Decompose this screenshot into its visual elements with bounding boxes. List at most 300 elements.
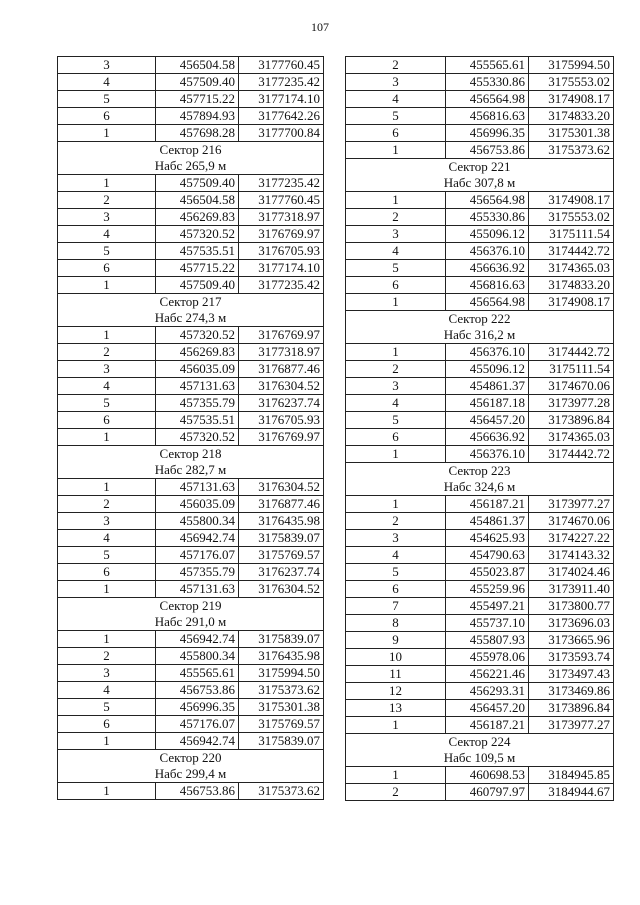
point-row	[58, 733, 324, 750]
point-row	[346, 57, 614, 74]
point-number: 4	[346, 395, 446, 412]
point-number: 1	[346, 717, 446, 734]
point-number: 1	[58, 175, 156, 192]
point-row	[58, 74, 324, 91]
point-row	[346, 446, 614, 463]
point-row	[346, 277, 614, 294]
coordinate-y: 3174227.22	[529, 530, 614, 547]
point-number: 2	[58, 648, 156, 665]
coordinate-x: 456457.20	[446, 700, 529, 717]
sector-header-row	[58, 158, 324, 175]
coordinate-y: 3173593.74	[529, 649, 614, 666]
point-number: 2	[346, 209, 446, 226]
coordinate-y: 3175111.54	[529, 361, 614, 378]
coordinate-x: 456816.63	[446, 277, 529, 294]
point-row	[58, 699, 324, 716]
point-number: 1	[58, 327, 156, 344]
coordinate-x: 457320.52	[156, 226, 239, 243]
coordinate-x: 456942.74	[156, 631, 239, 648]
point-number: 5	[346, 412, 446, 429]
coordinate-y: 3173896.84	[529, 700, 614, 717]
point-row	[346, 649, 614, 666]
point-number: 4	[346, 243, 446, 260]
page-number: 107	[311, 20, 329, 34]
point-number: 9	[346, 632, 446, 649]
point-number: 4	[58, 378, 156, 395]
coordinate-y: 3174143.32	[529, 547, 614, 564]
point-row	[346, 784, 614, 801]
point-number: 3	[346, 378, 446, 395]
point-number: 2	[58, 496, 156, 513]
coordinate-y: 3175839.07	[239, 631, 324, 648]
sector-header-row	[58, 446, 324, 463]
point-number: 1	[346, 767, 446, 784]
point-row	[58, 260, 324, 277]
point-number: 6	[58, 260, 156, 277]
sector-height: Набс 291,0 м	[58, 614, 324, 631]
point-row	[346, 530, 614, 547]
sector-title: Сектор 221	[346, 159, 614, 176]
point-row	[346, 395, 614, 412]
point-row	[346, 294, 614, 311]
coordinate-x: 454790.63	[446, 547, 529, 564]
point-number: 4	[58, 530, 156, 547]
coordinate-x: 456221.46	[446, 666, 529, 683]
sector-header-row	[346, 311, 614, 328]
coordinate-x: 457176.07	[156, 547, 239, 564]
sector-title: Сектор 219	[58, 598, 324, 615]
coordinate-x: 457176.07	[156, 716, 239, 733]
point-number: 1	[346, 344, 446, 361]
coordinate-y: 3173696.03	[529, 615, 614, 632]
point-number: 6	[58, 108, 156, 125]
coordinate-x: 456376.10	[446, 446, 529, 463]
point-number: 5	[58, 699, 156, 716]
coordinate-y: 3176237.74	[239, 564, 324, 581]
coordinate-y: 3176304.52	[239, 378, 324, 395]
coordinate-x: 456035.09	[156, 496, 239, 513]
coordinate-y: 3177700.84	[239, 125, 324, 142]
coordinate-y: 3174670.06	[529, 513, 614, 530]
point-number: 2	[58, 192, 156, 209]
coordinate-x: 456564.98	[446, 91, 529, 108]
point-number: 13	[346, 700, 446, 717]
sector-header-row	[346, 479, 614, 496]
coordinate-y: 3174908.17	[529, 192, 614, 209]
point-row	[346, 243, 614, 260]
coordinate-y: 3174024.46	[529, 564, 614, 581]
coordinate-x: 457131.63	[156, 581, 239, 598]
coordinate-y: 3175994.50	[239, 665, 324, 682]
coordinate-y: 3174365.03	[529, 260, 614, 277]
coordinate-y: 3177235.42	[239, 74, 324, 91]
sector-title: Сектор 218	[58, 446, 324, 463]
coordinate-y: 3177235.42	[239, 277, 324, 294]
point-row	[346, 666, 614, 683]
coordinate-x: 456753.86	[446, 142, 529, 159]
point-number: 7	[346, 598, 446, 615]
coordinate-y: 3174833.20	[529, 108, 614, 125]
coordinate-x: 455565.61	[156, 665, 239, 682]
point-number: 1	[346, 446, 446, 463]
coordinates-table-right	[345, 56, 614, 801]
coordinate-y: 3176435.98	[239, 648, 324, 665]
point-row	[346, 192, 614, 209]
point-number: 3	[346, 226, 446, 243]
coordinate-y: 3173977.28	[529, 395, 614, 412]
point-row	[58, 125, 324, 142]
point-row	[58, 783, 324, 800]
sector-header-row	[346, 175, 614, 192]
point-number: 5	[346, 564, 446, 581]
coordinate-y: 3176769.97	[239, 429, 324, 446]
coordinate-x: 456996.35	[446, 125, 529, 142]
coordinate-x: 455807.93	[446, 632, 529, 649]
coordinate-x: 456187.21	[446, 717, 529, 734]
coordinate-y: 3176877.46	[239, 361, 324, 378]
point-row	[58, 395, 324, 412]
point-row	[346, 412, 614, 429]
coordinate-x: 455023.87	[446, 564, 529, 581]
coordinate-x: 457509.40	[156, 277, 239, 294]
point-row	[58, 57, 324, 74]
sector-height: Набс 316,2 м	[346, 327, 614, 344]
coordinate-x: 457535.51	[156, 412, 239, 429]
coordinate-y: 3184944.67	[529, 784, 614, 801]
point-number: 10	[346, 649, 446, 666]
point-row	[58, 513, 324, 530]
point-row	[58, 665, 324, 682]
coordinate-x: 456942.74	[156, 733, 239, 750]
point-number: 6	[58, 716, 156, 733]
coordinate-x: 456376.10	[446, 344, 529, 361]
point-row	[346, 564, 614, 581]
point-row	[58, 175, 324, 192]
coordinate-x: 460797.97	[446, 784, 529, 801]
coordinate-y: 3177174.10	[239, 91, 324, 108]
point-row	[346, 598, 614, 615]
coordinate-x: 455330.86	[446, 74, 529, 91]
point-row	[58, 547, 324, 564]
point-row	[346, 125, 614, 142]
sector-title: Сектор 222	[346, 311, 614, 328]
point-row	[346, 615, 614, 632]
coordinate-y: 3173800.77	[529, 598, 614, 615]
coordinate-y: 3176705.93	[239, 412, 324, 429]
point-row	[58, 243, 324, 260]
sector-header-row	[346, 734, 614, 751]
coordinate-x: 456293.31	[446, 683, 529, 700]
coordinate-x: 456457.20	[446, 412, 529, 429]
coordinate-x: 456564.98	[446, 192, 529, 209]
point-number: 4	[58, 74, 156, 91]
coordinate-y: 3174908.17	[529, 91, 614, 108]
coordinate-x: 456753.86	[156, 783, 239, 800]
point-number: 3	[58, 57, 156, 74]
point-number: 1	[346, 142, 446, 159]
coordinate-x: 456187.21	[446, 496, 529, 513]
coordinate-y: 3174442.72	[529, 243, 614, 260]
coordinate-y: 3173911.40	[529, 581, 614, 598]
coordinates-table-left	[57, 56, 324, 800]
point-row	[58, 648, 324, 665]
point-number: 6	[346, 125, 446, 142]
point-row	[58, 716, 324, 733]
coordinate-x: 457131.63	[156, 378, 239, 395]
point-row	[346, 700, 614, 717]
point-number: 1	[58, 581, 156, 598]
point-number: 3	[58, 513, 156, 530]
point-number: 12	[346, 683, 446, 700]
point-row	[346, 142, 614, 159]
sector-height: Набс 324,6 м	[346, 479, 614, 496]
coordinate-y: 3176435.98	[239, 513, 324, 530]
coordinate-y: 3173896.84	[529, 412, 614, 429]
coordinate-x: 457509.40	[156, 74, 239, 91]
coordinate-y: 3174442.72	[529, 446, 614, 463]
point-number: 5	[346, 108, 446, 125]
point-number: 2	[346, 361, 446, 378]
point-row	[58, 682, 324, 699]
coordinate-x: 454861.37	[446, 378, 529, 395]
coordinate-x: 456269.83	[156, 209, 239, 226]
point-number: 1	[58, 125, 156, 142]
sector-header-row	[346, 463, 614, 480]
point-row	[58, 378, 324, 395]
point-number: 6	[58, 412, 156, 429]
point-row	[346, 260, 614, 277]
point-number: 4	[346, 91, 446, 108]
coordinate-y: 3175769.57	[239, 547, 324, 564]
point-row	[58, 192, 324, 209]
coordinate-y: 3175373.62	[239, 783, 324, 800]
point-row	[58, 564, 324, 581]
point-row	[58, 631, 324, 648]
coordinate-x: 457509.40	[156, 175, 239, 192]
point-number: 6	[58, 564, 156, 581]
point-row	[346, 683, 614, 700]
coordinate-x: 455737.10	[446, 615, 529, 632]
sector-title: Сектор 217	[58, 294, 324, 311]
point-row	[58, 209, 324, 226]
point-number: 1	[346, 294, 446, 311]
point-row	[346, 226, 614, 243]
point-number: 1	[58, 783, 156, 800]
point-row	[346, 581, 614, 598]
coordinate-y: 3175301.38	[529, 125, 614, 142]
point-row	[58, 581, 324, 598]
coordinate-y: 3175839.07	[239, 530, 324, 547]
coordinate-x: 455330.86	[446, 209, 529, 226]
coordinate-x: 455800.34	[156, 513, 239, 530]
point-number: 2	[346, 784, 446, 801]
point-row	[346, 108, 614, 125]
point-row	[346, 344, 614, 361]
coordinate-x: 457894.93	[156, 108, 239, 125]
coordinate-x: 457355.79	[156, 395, 239, 412]
sector-height: Набс 274,3 м	[58, 310, 324, 327]
point-number: 5	[58, 395, 156, 412]
point-number: 5	[346, 260, 446, 277]
coordinate-x: 456376.10	[446, 243, 529, 260]
coordinate-x: 454625.93	[446, 530, 529, 547]
point-row	[58, 530, 324, 547]
coordinate-x: 456636.92	[446, 260, 529, 277]
sector-height: Набс 299,4 м	[58, 766, 324, 783]
point-number: 3	[346, 530, 446, 547]
coordinate-x: 455978.06	[446, 649, 529, 666]
point-row	[346, 74, 614, 91]
sector-header-row	[58, 142, 324, 159]
point-number: 11	[346, 666, 446, 683]
point-number: 4	[58, 226, 156, 243]
coordinate-x: 456942.74	[156, 530, 239, 547]
point-row	[346, 91, 614, 108]
point-row	[346, 361, 614, 378]
point-number: 1	[346, 496, 446, 513]
coordinate-y: 3175553.02	[529, 74, 614, 91]
point-number: 3	[58, 665, 156, 682]
point-number: 6	[346, 277, 446, 294]
sector-header-row	[346, 750, 614, 767]
point-number: 1	[346, 192, 446, 209]
coordinate-x: 457715.22	[156, 91, 239, 108]
coordinate-y: 3174670.06	[529, 378, 614, 395]
sector-title: Сектор 223	[346, 463, 614, 480]
point-number: 1	[58, 631, 156, 648]
point-number: 5	[58, 243, 156, 260]
point-number: 4	[58, 682, 156, 699]
point-number: 1	[58, 479, 156, 496]
point-number: 1	[58, 277, 156, 294]
point-row	[58, 496, 324, 513]
coordinate-y: 3177235.42	[239, 175, 324, 192]
point-row	[346, 513, 614, 530]
coordinate-y: 3173977.27	[529, 496, 614, 513]
coordinate-y: 3174442.72	[529, 344, 614, 361]
sector-header-row	[58, 310, 324, 327]
coordinate-y: 3176304.52	[239, 581, 324, 598]
point-number: 4	[346, 547, 446, 564]
sector-height: Набс 109,5 м	[346, 750, 614, 767]
coordinate-y: 3177318.97	[239, 344, 324, 361]
coordinate-x: 457131.63	[156, 479, 239, 496]
coordinate-y: 3173469.86	[529, 683, 614, 700]
coordinate-x: 456504.58	[156, 192, 239, 209]
coordinate-x: 456564.98	[446, 294, 529, 311]
point-number: 3	[58, 361, 156, 378]
point-number: 2	[346, 57, 446, 74]
point-row	[346, 496, 614, 513]
coordinate-y: 3177760.45	[239, 192, 324, 209]
coordinate-x: 456753.86	[156, 682, 239, 699]
coordinate-y: 3176237.74	[239, 395, 324, 412]
point-row	[58, 429, 324, 446]
point-row	[346, 547, 614, 564]
coordinate-x: 455096.12	[446, 226, 529, 243]
point-number: 2	[58, 344, 156, 361]
point-row	[346, 378, 614, 395]
coordinate-y: 3176769.97	[239, 226, 324, 243]
coordinate-y: 3173977.27	[529, 717, 614, 734]
coordinate-y: 3177174.10	[239, 260, 324, 277]
point-row	[58, 412, 324, 429]
point-number: 1	[58, 733, 156, 750]
point-row	[346, 209, 614, 226]
coordinate-x: 457320.52	[156, 429, 239, 446]
coordinate-y: 3175373.62	[529, 142, 614, 159]
coordinate-y: 3173497.43	[529, 666, 614, 683]
coordinate-x: 454861.37	[446, 513, 529, 530]
point-number: 2	[346, 513, 446, 530]
coordinate-x: 455800.34	[156, 648, 239, 665]
coordinate-y: 3175373.62	[239, 682, 324, 699]
point-row	[58, 277, 324, 294]
sector-title: Сектор 216	[58, 142, 324, 159]
sector-header-row	[346, 159, 614, 176]
coordinate-y: 3175769.57	[239, 716, 324, 733]
sector-height: Набс 265,9 м	[58, 158, 324, 175]
coordinate-y: 3175111.54	[529, 226, 614, 243]
coordinate-y: 3175839.07	[239, 733, 324, 750]
coordinate-x: 456816.63	[446, 108, 529, 125]
sector-height: Набс 307,8 м	[346, 175, 614, 192]
coordinate-x: 457355.79	[156, 564, 239, 581]
point-number: 6	[346, 581, 446, 598]
coordinate-x: 455565.61	[446, 57, 529, 74]
coordinate-y: 3176769.97	[239, 327, 324, 344]
coordinate-x: 457715.22	[156, 260, 239, 277]
coordinate-y: 3176705.93	[239, 243, 324, 260]
sector-title: Сектор 224	[346, 734, 614, 751]
sector-header-row	[58, 750, 324, 767]
point-number: 5	[58, 547, 156, 564]
point-row	[58, 226, 324, 243]
coordinate-y: 3176877.46	[239, 496, 324, 513]
coordinate-x: 460698.53	[446, 767, 529, 784]
coordinate-x: 456504.58	[156, 57, 239, 74]
coordinate-x: 457535.51	[156, 243, 239, 260]
point-row	[346, 767, 614, 784]
coordinate-x: 457698.28	[156, 125, 239, 142]
sector-header-row	[58, 598, 324, 615]
coordinate-x: 456269.83	[156, 344, 239, 361]
coordinate-y: 3177642.26	[239, 108, 324, 125]
coordinate-y: 3174365.03	[529, 429, 614, 446]
point-number: 1	[58, 429, 156, 446]
sector-height: Набс 282,7 м	[58, 462, 324, 479]
sector-header-row	[58, 294, 324, 311]
point-row	[58, 91, 324, 108]
coordinate-y: 3173665.96	[529, 632, 614, 649]
sector-header-row	[58, 766, 324, 783]
coordinate-y: 3176304.52	[239, 479, 324, 496]
point-number: 3	[346, 74, 446, 91]
coordinate-x: 455497.21	[446, 598, 529, 615]
coordinate-x: 456187.18	[446, 395, 529, 412]
sector-header-row	[58, 614, 324, 631]
coordinate-x: 455259.96	[446, 581, 529, 598]
coordinate-y: 3175553.02	[529, 209, 614, 226]
point-number: 6	[346, 429, 446, 446]
sector-header-row	[346, 327, 614, 344]
point-row	[346, 429, 614, 446]
point-row	[58, 361, 324, 378]
point-number: 3	[58, 209, 156, 226]
coordinate-x: 456636.92	[446, 429, 529, 446]
point-row	[346, 632, 614, 649]
coordinate-x: 455096.12	[446, 361, 529, 378]
